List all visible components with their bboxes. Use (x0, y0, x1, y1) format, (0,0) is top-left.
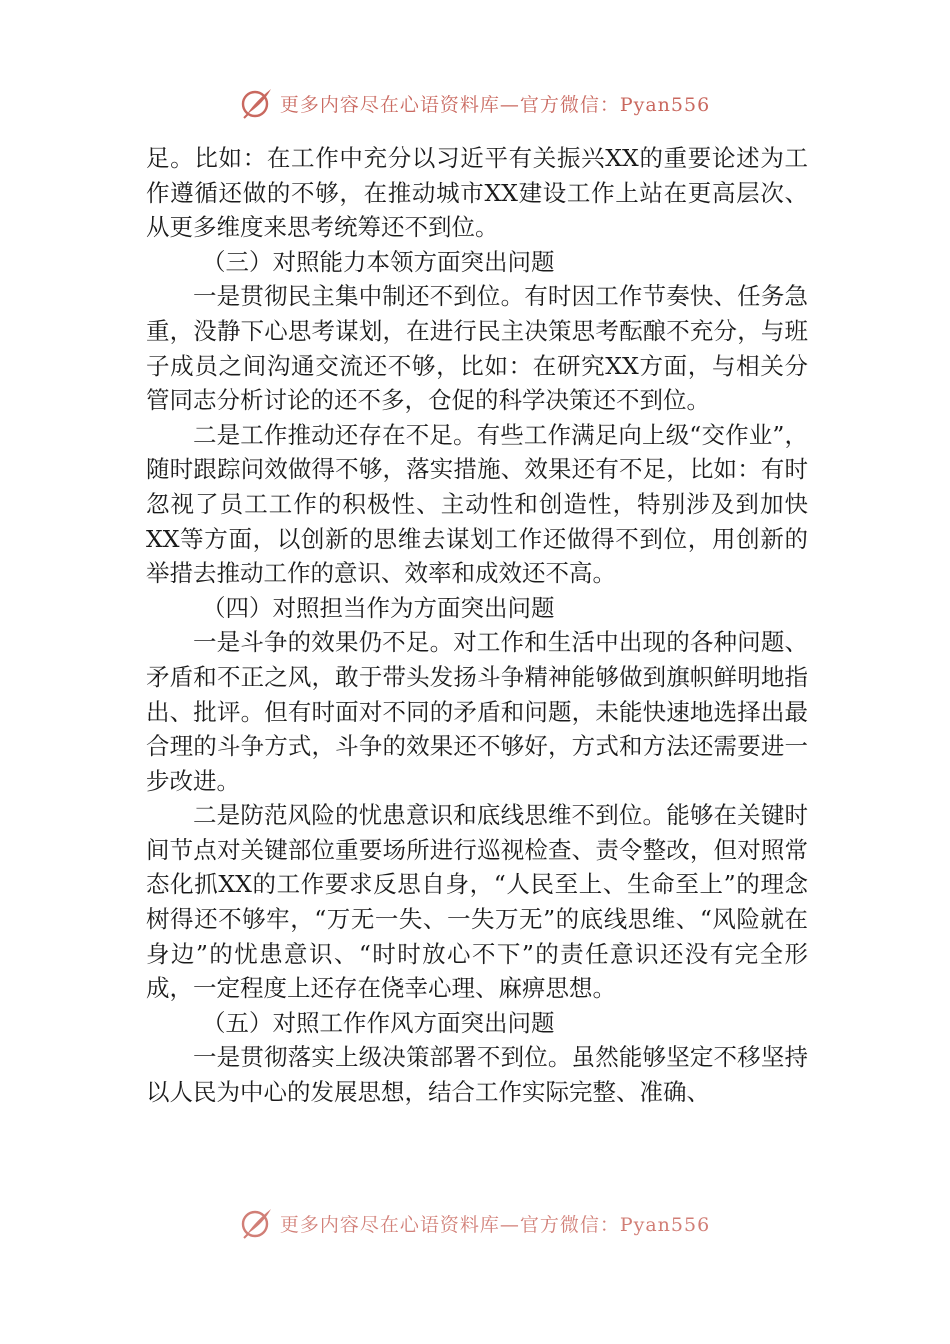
section-heading-4: （四）对照担当作为方面突出问题 (202, 593, 555, 622)
paragraph: 二是防范风险的忧患意识和底线思维不到位。能够在关键时间节点对关键部位重要场所进行巡视检查、责令整改，但对照常态化抓XX的工作要求反思自身，“人民至上、生命至上”的理念树得还不够牢，“万无一失、一失万无”的底线思维、“风险就在身边”的忧患意识、“时时放心不下”的责任意识还没有完全形成，一定程度上还存在侥幸心理、麻痹思想。 (146, 801, 808, 1003)
paragraph: 一是贯彻民主集中制还不到位。有时因工作节奏快、任务急重，没静下心思考谋划，在进行民主决策思考酝酿不充分，与班子成员之间沟通交流还不够，比如：在研究XX方面，与相关分管同志分析讨论的还不多，仓促的科学决策还不到位。 (146, 282, 808, 415)
section-heading-3: （三）对照能力本领方面突出问题 (202, 247, 555, 276)
watermark-header (0, 86, 950, 120)
paragraph: 一是贯彻落实上级决策部署不到位。虽然能够坚定不移坚持以人民为中心的发展思想，结合工作实际完整、准确、 (146, 1043, 808, 1107)
quill-logo-icon (240, 86, 274, 120)
watermark-text: 更多内容尽在心语资料库—官方微信：Pyan556 (279, 93, 711, 116)
paragraph: 二是工作推动还存在不足。有些工作满足向上级“交作业”，随时跟踪问效做得不够，落实措施、效果还有不足，比如：有时忽视了员工工作的积极性、主动性和创造性，特别涉及到加快XX等方面，以创新的思维去谋划工作还做得不到位，用创新的举措去推动工作的意识、效率和成效还不高。 (146, 420, 808, 588)
document-body (146, 141, 808, 1110)
watermark-footer (0, 1206, 950, 1240)
paragraph: 一是斗争的效果仍不足。对工作和生活中出现的各种问题、矛盾和不正之风，敢于带头发扬斗争精神能够做到旗帜鲜明地指出、批评。但有时面对不同的矛盾和问题，未能快速地选择出最合理的斗争方式，斗争的效果还不够好，方式和方法还需要进一步改进。 (146, 628, 808, 795)
section-heading-5: （五）对照工作作风方面突出问题 (202, 1008, 555, 1037)
paragraph-continuation: 足。比如：在工作中充分以习近平有关振兴XX的重要论述为工作遵循还做的不够，在推动城市XX建设工作上站在更高层次、从更多维度来思考统筹还不到位。 (146, 144, 808, 242)
quill-logo-icon (240, 1206, 274, 1240)
watermark-text: 更多内容尽在心语资料库—官方微信：Pyan556 (279, 1213, 711, 1236)
